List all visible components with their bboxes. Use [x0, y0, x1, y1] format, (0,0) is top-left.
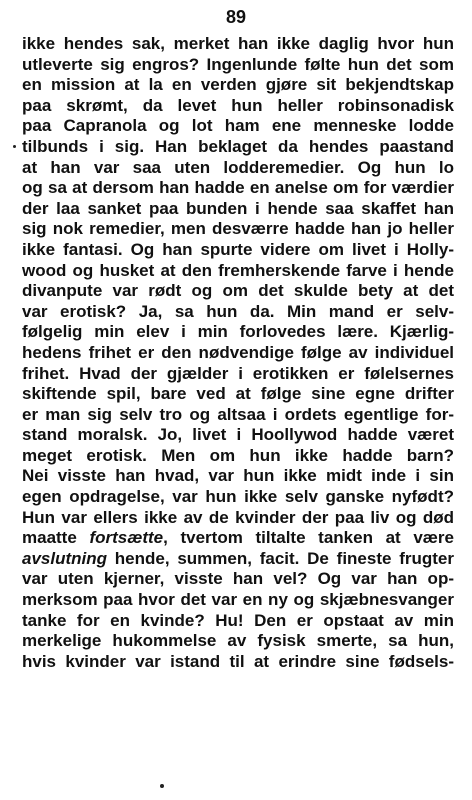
text-line [22, 302, 454, 323]
body-text [22, 34, 454, 672]
line-text: at han var saa uten lodderemedier. Og hun lo [22, 157, 454, 177]
line-text: var erotisk? Ja, sa hun da. Min mand er selv- [22, 301, 454, 321]
line-text: og sa at dersom han hadde en anelse om for værdier [22, 178, 454, 198]
line-text: frihet. Hvad der gjælder i erotikken er følelsernes [22, 363, 454, 383]
text-line [22, 631, 454, 652]
text-line [22, 137, 454, 158]
line-text: utleverte sig engros? Ingenlunde følte hun det som [22, 54, 455, 74]
text-line [22, 240, 454, 261]
line-text: skiftende spil, bare ved at følge sine egne drifter [22, 384, 454, 404]
line-text: ikke hendes sak, merket han ikke daglig hvor hun [22, 34, 454, 53]
line-text: der laa sanket paa bunden i hende saa skaffet han [22, 198, 454, 218]
line-text: følgelig min elev i min forlovedes lære. Kjærlig- [22, 322, 454, 342]
text-line [22, 508, 454, 529]
text-line [22, 590, 454, 611]
line-text: merkelige hukommelse av fysisk smerte, sa hun, [22, 631, 454, 651]
line-text: er man sig selv tro og altsaa i ordets egentlige for- [22, 404, 454, 424]
line-text: hende, summen, facit. De fineste frugter [107, 548, 454, 568]
text-line [22, 652, 454, 673]
text-line [22, 178, 454, 199]
text-line [22, 405, 454, 426]
text-line [22, 425, 454, 446]
line-text: sig nok remedier, men desværre hadde han jo heller [22, 219, 454, 239]
stray-ink-mark [160, 784, 164, 788]
text-line [22, 34, 454, 55]
text-line [22, 158, 454, 179]
text-line [22, 487, 454, 508]
text-line [22, 528, 454, 549]
line-text: hvis kvinder var istand til at erindre sine fødsels- [22, 651, 454, 671]
line-text: , tvertom tiltalte tanken at være [163, 528, 454, 548]
text-line [22, 219, 454, 240]
text-line [22, 261, 454, 282]
line-text: maatte [22, 528, 90, 548]
line-text: egen opdragelse, var hun ikke selv ganske nyfødt? [22, 487, 454, 507]
line-text: meget erotisk. Men om hun ikke hadde barn? [22, 445, 454, 465]
text-line [22, 199, 454, 220]
line-text: tanke for en kvinde? Hu! Den er opstaat av min [22, 610, 454, 630]
line-text: wood og husket at den fremherskende farve i hende [22, 260, 454, 280]
text-line [22, 75, 454, 96]
page-number: 89 [225, 7, 247, 27]
line-text: Nei visste han hvad, var hun ikke midt inde i sin [22, 466, 454, 486]
line-text: hedens frihet er den nødvendige følge av individuel [22, 342, 454, 362]
line-text: Hun var ellers ikke av de kvinder der paa liv og død [22, 507, 454, 527]
text-line [22, 96, 454, 117]
text-line [22, 466, 454, 487]
text-line [22, 322, 454, 343]
italic-text: avslutning [22, 548, 108, 568]
line-text: merksom paa hvor det var en ny og skjæbnesvanger [22, 590, 454, 610]
text-line [22, 364, 454, 385]
text-line [22, 611, 454, 632]
line-text: stand moralsk. Jo, livet i Hoollywod hadde været [22, 425, 454, 445]
italic-text: fortsætte [89, 528, 164, 548]
text-line [22, 569, 454, 590]
stray-ink-mark [13, 145, 16, 148]
line-text: en mission at la en verden gjøre sit bekjendtskap [22, 75, 454, 95]
text-line [22, 343, 454, 364]
line-text: ikke fantasi. Og han spurte videre om livet i Holly- [22, 239, 454, 259]
text-line [22, 384, 454, 405]
text-line [22, 549, 454, 570]
line-text: tilbunds i sig. Han beklaget da hendes paastand [22, 136, 454, 156]
line-text: divanpute var rødt og om det skulde bety at det [22, 281, 454, 301]
text-line [22, 446, 454, 467]
text-line [22, 55, 454, 76]
line-text: paa skrømt, da levet hun heller robinsonadisk [22, 95, 454, 115]
line-text: paa Capranola og lot ham ene menneske lodde [22, 116, 454, 136]
text-line [22, 116, 454, 137]
text-line [22, 281, 454, 302]
line-text: var uten kjerner, visste han vel? Og var han op- [22, 569, 454, 589]
